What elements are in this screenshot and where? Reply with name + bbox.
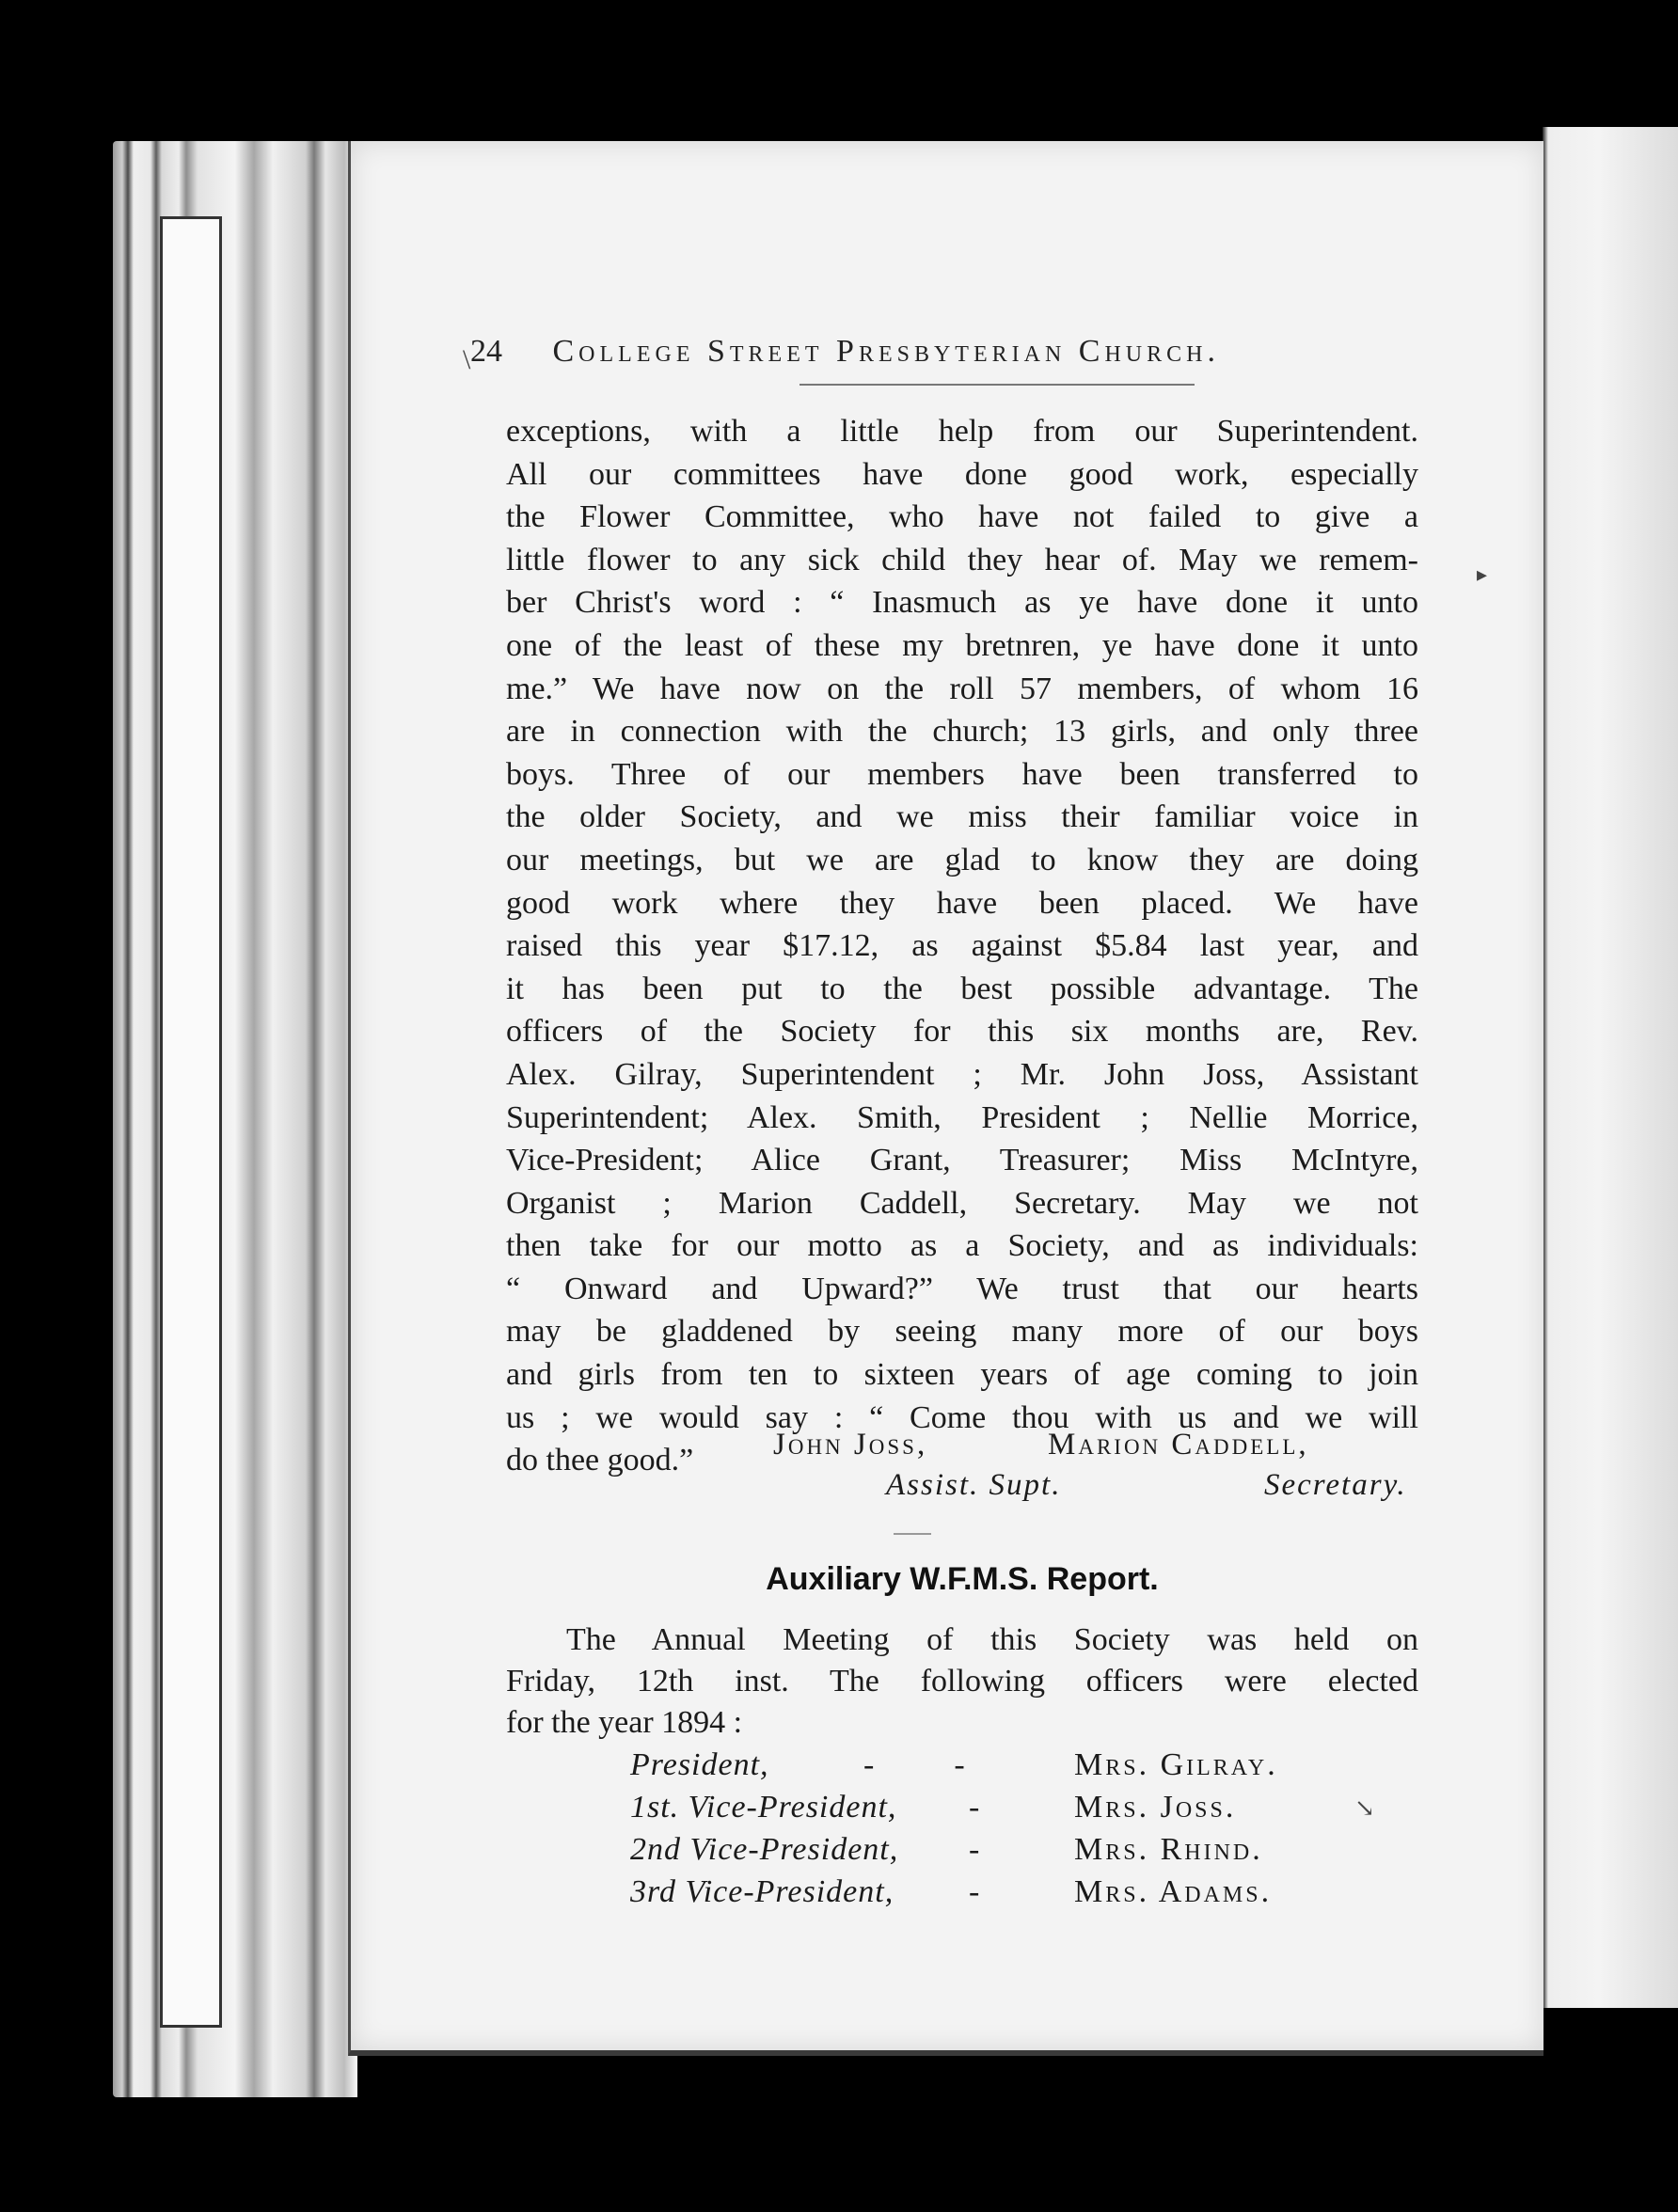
running-title: College Street Presbyterian Church.	[552, 334, 1220, 369]
text-line: raised this year $17.12, as against $5.84 last year, and	[506, 928, 1418, 964]
text-line: All our committees have done good work, especially	[506, 456, 1418, 492]
signature-right-name: Marion Caddell,	[1048, 1428, 1309, 1462]
header-rule	[799, 384, 1195, 386]
text-line: the older Society, and we miss their familiar voice in	[506, 799, 1418, 835]
text-line: may be gladdened by seeing many more of our boys	[506, 1314, 1418, 1350]
signature-left-name: John Joss,	[773, 1428, 928, 1462]
officer-dashes: -	[969, 1832, 980, 1867]
officer-dashes: - -	[863, 1747, 965, 1782]
text-line: me.” We have now on the roll 57 members, of whom 16	[506, 671, 1418, 706]
officer-row	[630, 1832, 1307, 1874]
text-line: Organist ; Marion Caddell, Secretary. May we not	[506, 1185, 1418, 1221]
section-line: The Annual Meeting of this Society was held on	[566, 1622, 1418, 1657]
text-line: Vice-President; Alice Grant, Treasurer; Miss McIntyre,	[506, 1143, 1418, 1178]
running-header	[470, 334, 1336, 370]
text-line: one of the least of these my bretnren, ye have done it unto	[506, 627, 1418, 663]
officer-name: Mrs. Gilray.	[1074, 1747, 1278, 1782]
text-line: little flower to any sick child they hear of. May we remem-	[506, 542, 1418, 577]
officers-list	[630, 1747, 1307, 1917]
text-line: “ Onward and Upward?” We trust that our hearts	[506, 1271, 1418, 1306]
officer-role: 1st. Vice-President,	[630, 1790, 897, 1825]
section-divider	[894, 1533, 931, 1535]
section-title: Auxiliary W.F.M.S. Report.	[766, 1561, 1159, 1597]
signature-left-title: Assist. Supt.	[886, 1468, 1062, 1502]
text-line: the Flower Committee, who have not failed to give a	[506, 499, 1418, 535]
officer-row	[630, 1747, 1307, 1790]
officer-role: President,	[630, 1747, 769, 1782]
text-line: are in connection with the church; 13 girls, and only three	[506, 714, 1418, 750]
text-line: then take for our motto as a Society, and as individuals:	[506, 1228, 1418, 1264]
section-paragraph	[506, 1620, 1418, 1744]
officer-role: 2nd Vice-President,	[630, 1832, 899, 1867]
page-number: 24	[470, 334, 502, 369]
signature-right-title: Secretary.	[1264, 1468, 1407, 1502]
officer-dashes: -	[969, 1790, 980, 1825]
text-line: and girls from ten to sixteen years of age coming to join	[506, 1357, 1418, 1393]
officer-dashes: -	[969, 1874, 980, 1909]
text-line: boys. Three of our members have been transferred to	[506, 756, 1418, 792]
facing-page-edge	[1543, 127, 1678, 2008]
officer-row	[630, 1790, 1307, 1832]
text-line: us ; we would say : “ Come thou with us and we will	[506, 1399, 1418, 1435]
section-line: for the year 1894 :	[506, 1705, 743, 1740]
section-line: Friday, 12th inst. The following officers were elected	[506, 1664, 1418, 1698]
body-paragraph	[506, 410, 1418, 1482]
text-line: it has been put to the best possible advantage. The	[506, 971, 1418, 1006]
officer-name: Mrs. Adams.	[1074, 1874, 1273, 1909]
text-line: Superintendent; Alex. Smith, President ; Nellie Morrice,	[506, 1099, 1418, 1135]
officer-name: Mrs. Joss.	[1074, 1790, 1237, 1825]
text-line: do thee good.”	[506, 1443, 694, 1478]
text-line: our meetings, but we are glad to know they are doing	[506, 842, 1418, 877]
bookmark-strip	[160, 216, 222, 2028]
book-page-edges	[113, 141, 357, 2097]
officer-name: Mrs. Rhind.	[1074, 1832, 1263, 1867]
text-line: exceptions, with a little help from our Superintendent.	[506, 414, 1418, 449]
officer-row	[630, 1874, 1307, 1917]
text-line: officers of the Society for this six months are, Rev.	[506, 1014, 1418, 1050]
text-line: Alex. Gilray, Superintendent ; Mr. John Joss, Assistant	[506, 1056, 1418, 1092]
text-line: good work where they have been placed. We have	[506, 885, 1418, 921]
officer-role: 3rd Vice-President,	[630, 1874, 894, 1909]
margin-smudge: ▸	[1477, 562, 1488, 586]
margin-hook: ↘	[1354, 1794, 1375, 1822]
text-line: ber Christ's word : “ Inasmuch as ye have done it unto	[506, 585, 1418, 621]
margin-tick: \	[463, 344, 471, 375]
